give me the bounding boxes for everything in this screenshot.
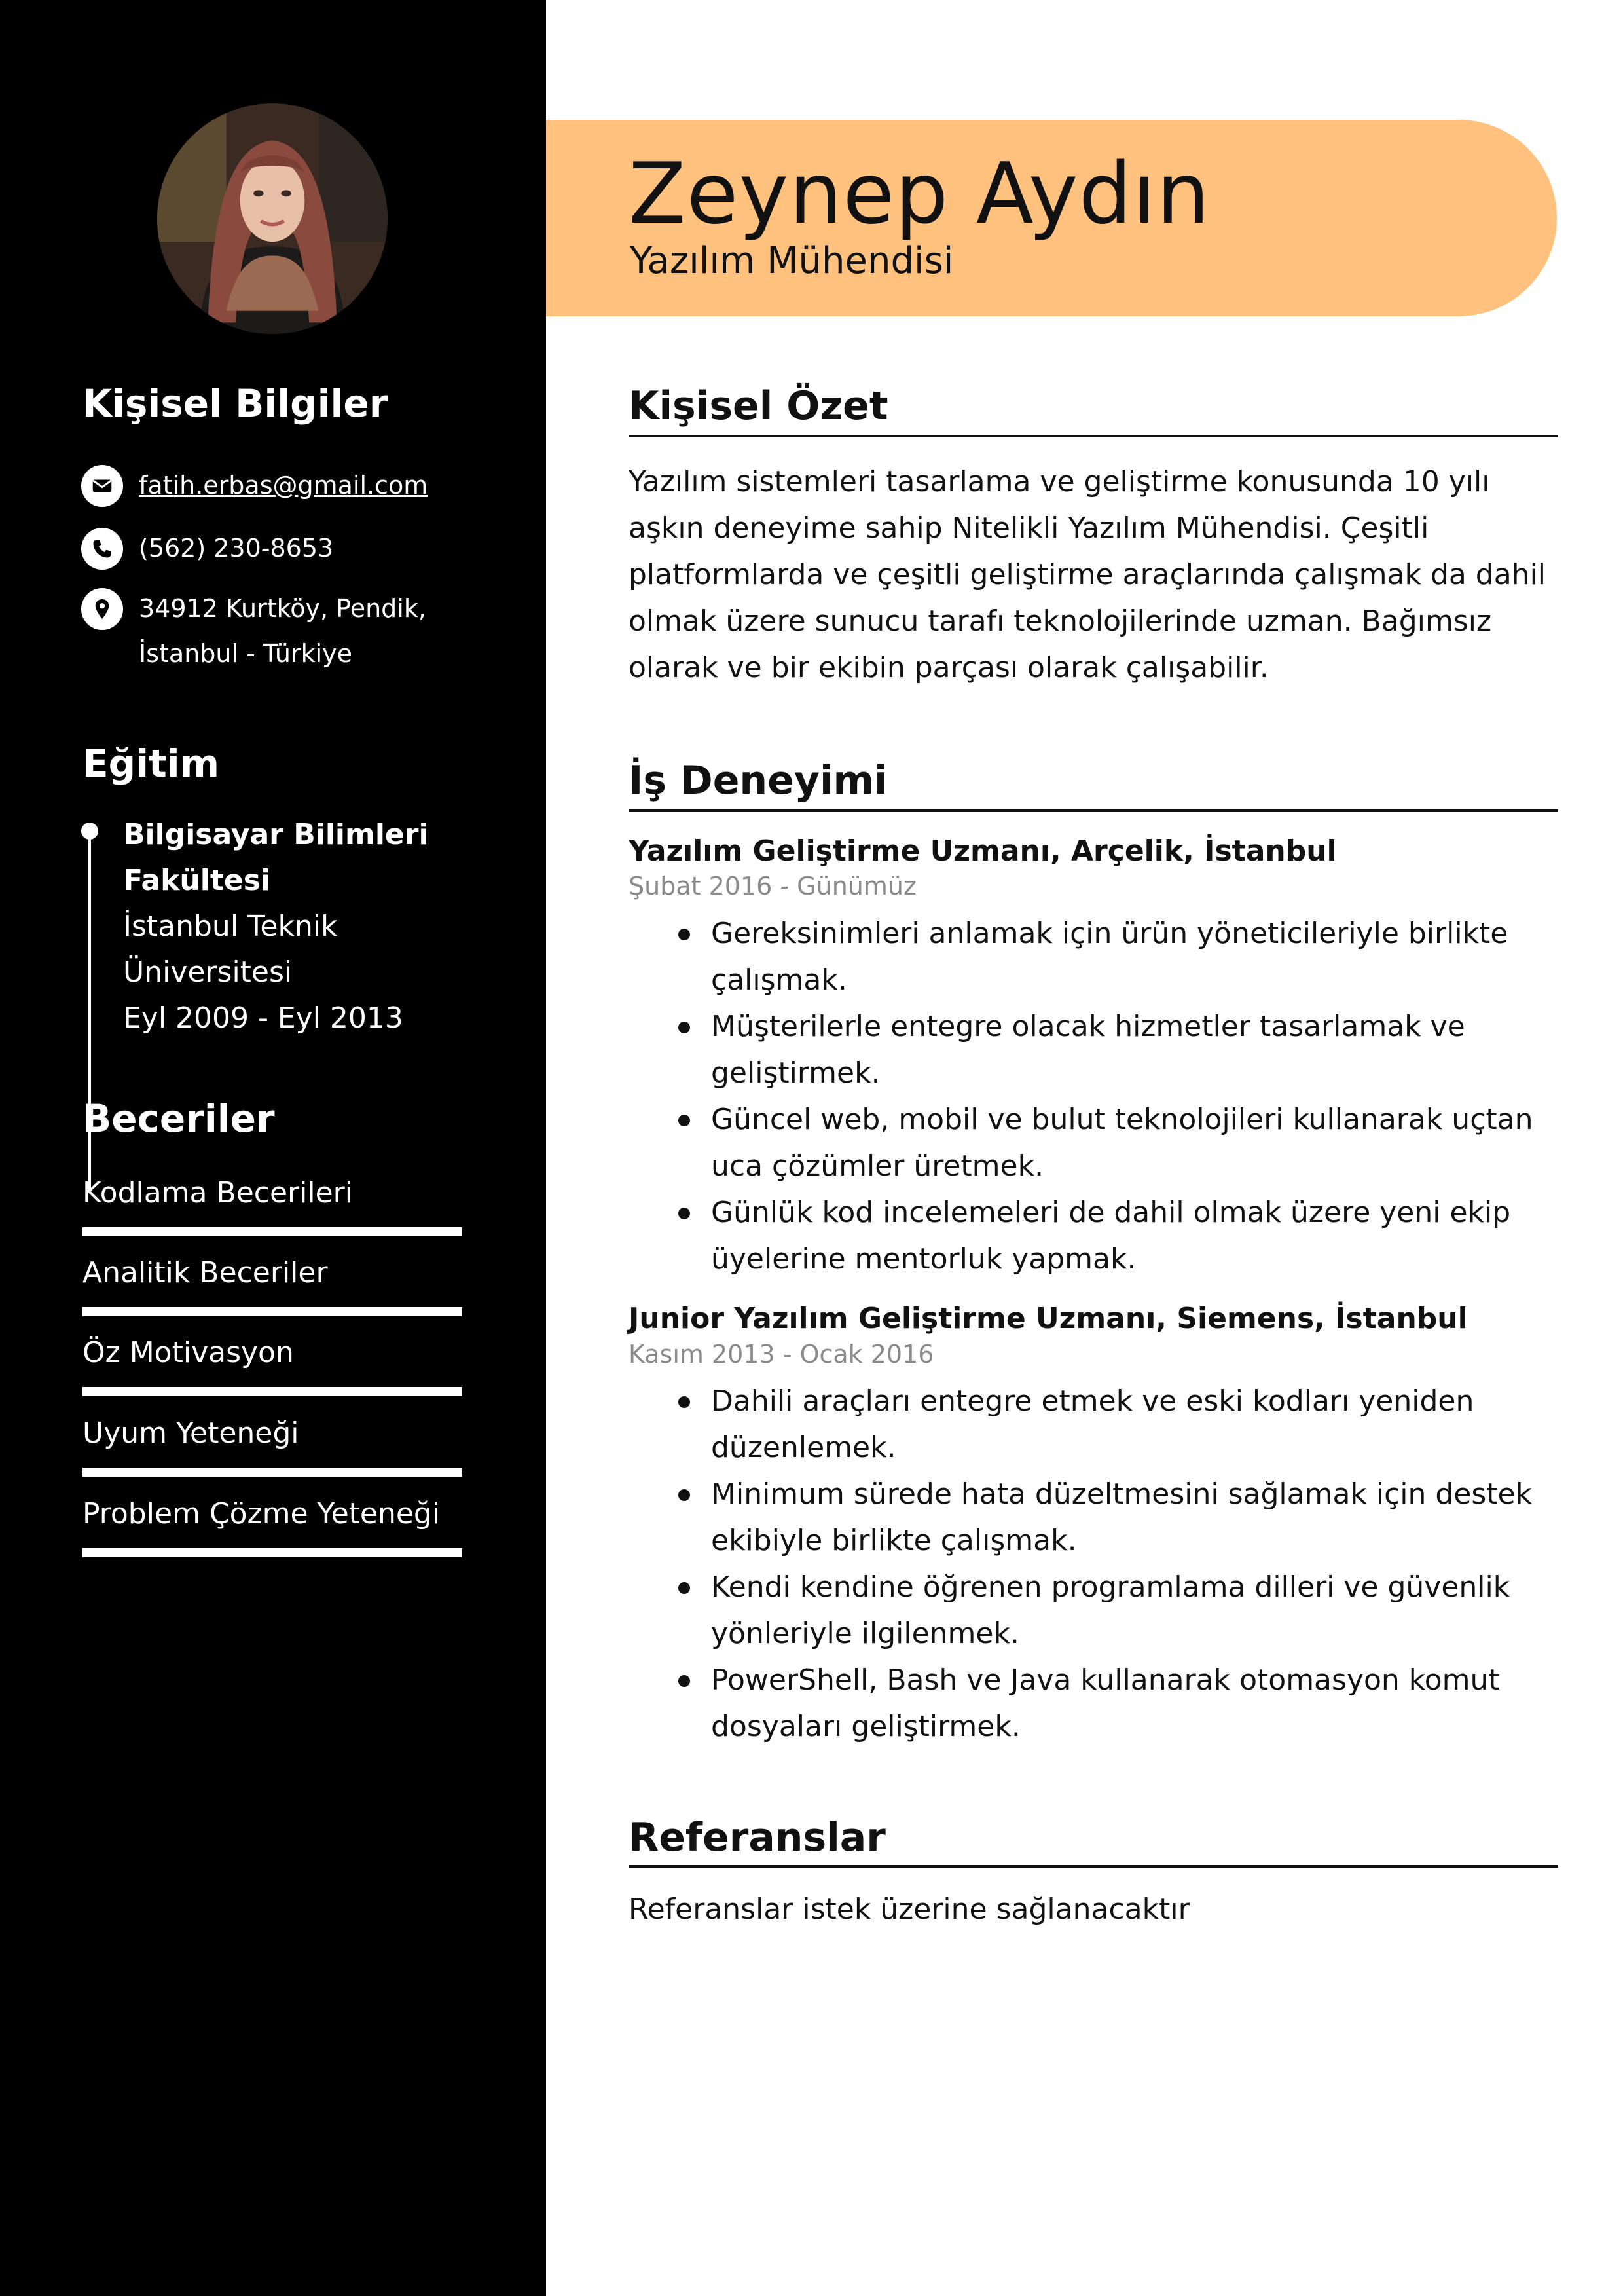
skill-name: Analitik Beceriler (82, 1256, 328, 1289)
address-line-1: 34912 Kurtköy, Pendik, (139, 594, 426, 623)
skill-bar (82, 1227, 462, 1236)
phone-icon (81, 528, 123, 570)
references-heading: Referanslar (629, 1815, 886, 1861)
skill-name: Öz Motivasyon (82, 1336, 294, 1369)
skill-name: Uyum Yeteneği (82, 1416, 299, 1450)
section-divider (629, 435, 1558, 437)
list-item: PowerShell, Bash ve Java kullanarak otomasyon komut dosyaları geliştirmek. (711, 1657, 1562, 1750)
map-pin-icon (81, 588, 123, 630)
references-text: Referanslar istek üzerine sağlanacaktır (629, 1893, 1190, 1926)
list-item: Gereksinimleri anlamak için ürün yöneticileriyle birlikte çalışmak. (711, 910, 1562, 1003)
contact-address (81, 588, 426, 676)
job-dates: Kasım 2013 - Ocak 2016 (629, 1340, 934, 1369)
summary-text: Yazılım sistemleri tasarlama ve geliştirme konusunda 10 yılı aşkın deneyime sahip Nitelikli Yazılım Mühendisi. Çeşitli platformlarda ve çeşitli geliştirme araçlarında çalışmak da dahil olmak üzere sunucu tarafı teknolojilerinde uzman. Bağımsız olarak ve bir ekibin parçası olarak çalışabilir. (629, 465, 1546, 684)
timeline-dot (81, 823, 98, 840)
list-item: Kendi kendine öğrenen programlama dilleri ve güvenlik yönleriyle ilgilenmek. (711, 1564, 1562, 1657)
phone-number: (562) 230-8653 (139, 534, 334, 563)
list-item: Dahili araçları entegre etmek ve eski kodları yeniden düzenlemek. (711, 1378, 1562, 1471)
contact-phone (81, 528, 333, 571)
candidate-name: Zeynep Aydın (629, 145, 1211, 243)
skill-item (82, 1335, 462, 1396)
email-link[interactable]: fatih.erbas@gmail.com (139, 471, 428, 500)
candidate-title: Yazılım Mühendisi (630, 240, 954, 282)
job-bullet-list (711, 910, 1562, 1282)
skill-name: Kodlama Becerileri (82, 1176, 353, 1210)
job-bullet-list (711, 1378, 1562, 1750)
summary-heading: Kişisel Özet (629, 383, 888, 429)
school-line-2: Üniversitesi (123, 955, 293, 989)
personal-info-heading: Kişisel Bilgiler (82, 381, 388, 426)
sidebar (0, 0, 546, 2296)
skill-bar (82, 1307, 462, 1316)
skill-bar (82, 1387, 462, 1396)
skill-bar (82, 1548, 462, 1557)
list-item: Minimum sürede hata düzeltmesini sağlamak için destek ekibiyle birlikte çalışmak. (711, 1471, 1562, 1564)
section-divider (629, 1865, 1558, 1868)
education-dates: Eyl 2009 - Eyl 2013 (123, 1001, 403, 1035)
skill-name: Problem Çözme Yeteneği (82, 1497, 441, 1530)
job-dates: Şubat 2016 - Günümüz (629, 872, 917, 900)
skills-heading: Beceriler (82, 1096, 275, 1141)
address-line-2: İstanbul - Türkiye (139, 639, 353, 668)
envelope-icon (81, 465, 123, 507)
skill-item (82, 1415, 462, 1477)
education-heading: Eğitim (82, 741, 220, 786)
skill-item (82, 1496, 462, 1557)
list-item: Günlük kod incelemeleri de dahil olmak üzere yeni ekip üyelerine mentorluk yapmak. (711, 1189, 1562, 1282)
job-title: Junior Yazılım Geliştirme Uzmanı, Siemens, İstanbul (629, 1302, 1468, 1335)
degree-line-1: Bilgisayar Bilimleri (123, 818, 429, 851)
skill-bar (82, 1468, 462, 1477)
degree-line-2: Fakültesi (123, 864, 270, 897)
experience-heading: İş Deneyimi (629, 758, 888, 804)
section-divider (629, 809, 1558, 812)
profile-photo (157, 103, 388, 334)
list-item: Güncel web, mobil ve bulut teknolojileri kullanarak uçtan uca çözümler üretmek. (711, 1096, 1562, 1189)
address (139, 586, 426, 676)
list-item: Müşterilerle entegre olacak hizmetler tasarlamak ve geliştirmek. (711, 1003, 1562, 1096)
school-line-1: İstanbul Teknik (123, 910, 338, 943)
contact-email[interactable] (81, 465, 428, 508)
job-title: Yazılım Geliştirme Uzmanı, Arçelik, İstanbul (629, 834, 1337, 868)
skill-item (82, 1255, 462, 1316)
skill-item (82, 1175, 462, 1236)
